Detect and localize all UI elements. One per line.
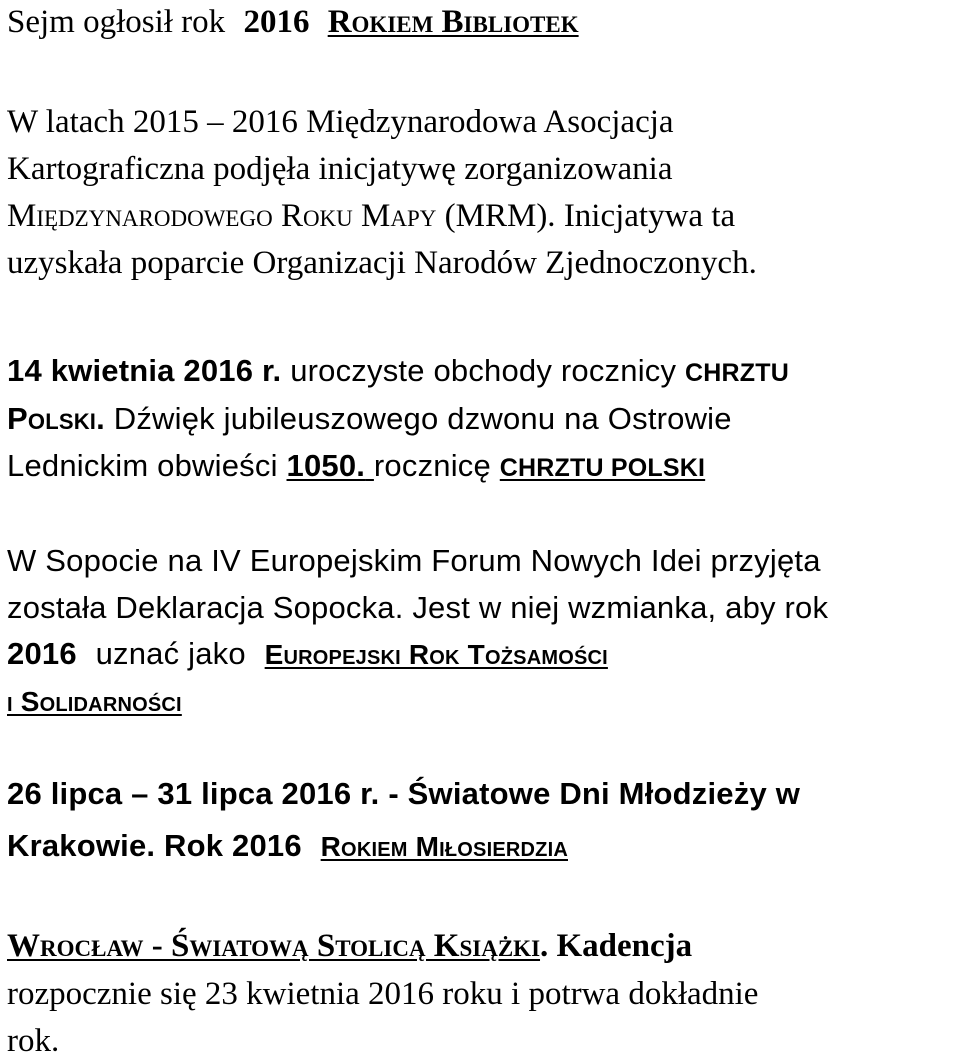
text: Inicjatywa ta xyxy=(563,198,736,234)
year: 2016 xyxy=(7,636,77,671)
paragraph-line xyxy=(7,200,735,233)
text: Dźwięk jubileuszowego dzwonu na Ostrowie xyxy=(113,401,732,436)
text: Lednickim obwieści xyxy=(7,448,278,483)
paragraph-line xyxy=(7,685,182,716)
mrm-name: Międzynarodowego Roku Mapy (MRM). xyxy=(7,198,556,234)
text: . Kadencja xyxy=(540,928,693,964)
keyword: CHRZTU xyxy=(685,359,789,387)
heading-line-rok-bibliotek xyxy=(7,6,579,39)
paragraph-line xyxy=(7,638,608,669)
paragraph-line xyxy=(7,403,732,434)
paragraph-line: W Sopocie na IV Europejskim Forum Nowych Idei przyjęta xyxy=(7,543,821,578)
year: 2016 xyxy=(243,4,310,40)
paragraph-line xyxy=(7,830,568,861)
text: Sejm ogłosił rok xyxy=(7,4,226,40)
date: 26 lipca – 31 lipca 2016 r. xyxy=(7,776,380,811)
text: rocznicę xyxy=(373,448,491,483)
rok-bibliotek-heading: Rokiem Bibliotek xyxy=(327,4,579,40)
paragraph-line: uzyskała poparcie Organizacji Narodów Zjednoczonych. xyxy=(7,245,757,281)
paragraph-line xyxy=(7,930,692,963)
text: uroczyste obchody rocznicy xyxy=(290,353,677,388)
keyword: Rokiem Miłosierdzia xyxy=(320,831,568,862)
paragraph-line: została Deklaracja Sopocka. Jest w niej wzmianka, aby rok xyxy=(7,590,829,625)
paragraph-line xyxy=(7,355,789,386)
text: - Światowe Dni Młodzieży w xyxy=(388,776,801,811)
paragraph-line xyxy=(7,450,705,481)
number: 1050. xyxy=(286,448,366,483)
date: 14 kwietnia 2016 r. xyxy=(7,353,282,388)
paragraph-line xyxy=(7,778,800,809)
paragraph-line: rok. xyxy=(7,1023,60,1059)
paragraph-line: rozpocznie się 23 kwietnia 2016 roku i potrwa dokładnie xyxy=(7,976,759,1012)
text: uznać jako xyxy=(95,636,246,671)
keyword: i Solidarności xyxy=(7,686,182,717)
text: Krakowie. Rok 2016 xyxy=(7,828,302,863)
paragraph-line: W latach 2015 – 2016 Międzynarodowa Asocjacja xyxy=(7,104,674,140)
keyword: CHRZTU POLSKI xyxy=(499,454,706,482)
paragraph-line: Kartograficzna podjęła inicjatywę zorganizowania xyxy=(7,151,673,187)
keyword: Wrocław - Światową Stolicą Książki xyxy=(7,928,541,964)
keyword: Europejski Rok Tożsamości xyxy=(264,639,608,670)
keyword: Polski. xyxy=(7,401,105,436)
